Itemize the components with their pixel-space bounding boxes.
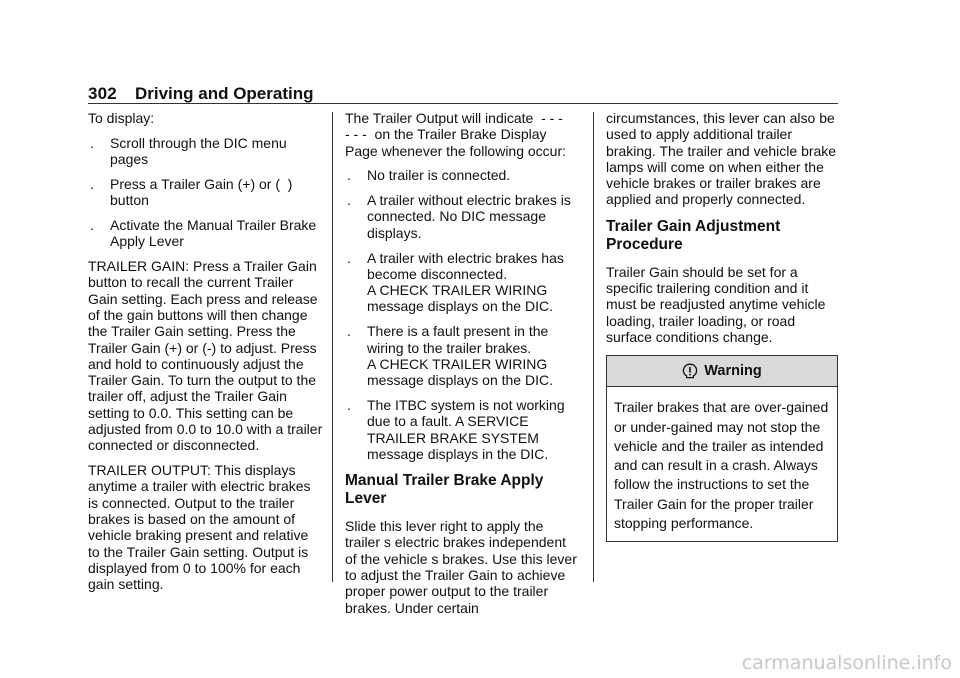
column-3 bbox=[606, 110, 838, 542]
column-1 bbox=[88, 110, 323, 601]
warning-title: Warning bbox=[704, 363, 762, 380]
list-item bbox=[345, 397, 581, 462]
page-number: 302 bbox=[88, 84, 117, 103]
bullet-dot: . bbox=[90, 134, 94, 151]
list-item-text: A trailer without electric brakes is connected. No DIC message displays. bbox=[367, 192, 571, 241]
section-title: Driving and Operating bbox=[134, 84, 314, 103]
output-indicate-paragraph: The Trailer Output will indicate - - - - - - on the Trailer Brake Display Page whenever the following occur: bbox=[345, 110, 567, 159]
list-item-text: There is a fault present in the wiring to the trailer brakes. A CHECK TRAILER WIRING message displays on the DIC. bbox=[367, 323, 553, 389]
list-item-text: Scroll through the DIC menu pages bbox=[110, 134, 287, 168]
header-rule bbox=[88, 103, 838, 104]
page-header bbox=[88, 84, 838, 104]
bullet-dot: . bbox=[347, 249, 351, 266]
gain-adjustment-paragraph: Trailer Gain should be set for a specific trailering condition and it must be readjusted anytime vehicle loading, trailer loading, or road surface conditions change. bbox=[606, 263, 826, 345]
list-item-text: A trailer with electric brakes has become disconnected. A CHECK TRAILER WIRING message displays on the DIC. bbox=[367, 249, 564, 315]
bullet-dot: . bbox=[90, 175, 94, 192]
list-item-text: Activate the Manual Trailer Brake Apply Lever bbox=[110, 216, 317, 250]
display-intro: To display: bbox=[88, 110, 155, 126]
warning-box bbox=[606, 355, 838, 542]
column-divider bbox=[332, 112, 333, 582]
continued-paragraph: circumstances, this lever can also be used to apply additional trailer braking. The trailer and vehicle brake lamps will come on when either the vehicle brakes or trailer brakes are applied and properly connected. bbox=[606, 110, 837, 208]
manual-lever-heading: Manual Trailer Brake Apply Lever bbox=[345, 472, 544, 508]
list-item bbox=[88, 217, 323, 250]
bullet-dot: . bbox=[347, 396, 351, 413]
list-item bbox=[345, 192, 581, 241]
list-item bbox=[88, 135, 323, 168]
list-item-text: The ITBC system is not working due to a fault. A SERVICE TRAILER BRAKE SYSTEM message displays in the DIC. bbox=[367, 396, 565, 462]
list-item bbox=[345, 250, 581, 315]
list-item-text: Press a Trailer Gain (+) or ( ) button bbox=[110, 175, 293, 209]
trailer-output-paragraph: TRAILER OUTPUT: This displays anytime a trailer with electric brakes is connected. Output to the trailer brakes is based on the amount of vehicle braking present and relative to the Trailer Gain setting. Output is displayed from 0 to 100% for each gain setting. bbox=[88, 462, 311, 593]
bullet-dot: . bbox=[347, 167, 351, 184]
list-item bbox=[345, 167, 581, 183]
column-divider bbox=[593, 112, 594, 582]
bullet-dot: . bbox=[347, 192, 351, 209]
column-2 bbox=[345, 110, 581, 624]
trailer-gain-paragraph: TRAILER GAIN: Press a Trailer Gain button to recall the current Trailer Gain setting. Each press and release of the gain buttons will then change the Trailer Gain setting. Press the Trailer Gain (+) or (-) to adjust. Press and hold to continuously adjust the Trailer Gain. To turn the output to the trailer off, adjust the Trailer Gain setting to 0.0. This setting can be adjusted from 0.0 to 10.0 with a trailer connected or disconnected. bbox=[88, 258, 323, 454]
manual-lever-paragraph: Slide this lever right to apply the trailer s electric brakes independent of the vehicle s brakes. Use this lever to adjust the Trailer Gain to achieve proper power output to the trailer brakes. Under certain bbox=[345, 518, 577, 616]
list-item bbox=[88, 176, 323, 209]
gain-adjustment-heading: Trailer Gain Adjustment Procedure bbox=[606, 217, 781, 253]
warning-header bbox=[607, 356, 837, 387]
watermark: carmanualsonline.info bbox=[741, 652, 952, 674]
warning-icon bbox=[682, 363, 698, 379]
warning-text: Trailer brakes that are over-gained or under-gained may not stop the vehicle and the trailer as intended and can result in a crash. Always follow the instructions to set the Trailer Gain for the proper trailer stopping performance. bbox=[614, 399, 829, 532]
list-item bbox=[345, 323, 581, 388]
bullet-dot: . bbox=[347, 323, 351, 340]
bullet-dot: . bbox=[90, 216, 94, 233]
list-item-text: No trailer is connected. bbox=[367, 167, 511, 184]
